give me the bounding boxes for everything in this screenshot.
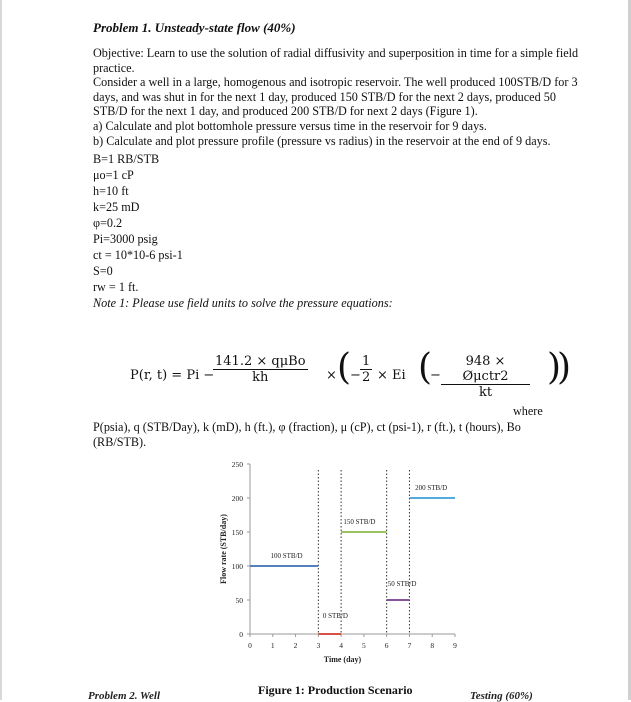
- y-tick-label: 200: [231, 494, 243, 503]
- note: Note 1: Please use field units to solve the pressure equations:: [93, 296, 393, 310]
- param-wellbore-radius: rw = 1 ft.: [93, 280, 139, 294]
- x-tick-label: 5: [362, 641, 366, 650]
- half-numerator: 1: [362, 354, 371, 369]
- param-bo: B=1 RB/STB: [93, 152, 160, 166]
- open-paren-outer: (: [337, 347, 352, 388]
- fraction-1-denominator: kh: [213, 369, 308, 385]
- x-tick-label: 2: [293, 641, 298, 650]
- rate-segment-label: 150 STB/D: [343, 518, 376, 526]
- x-tick-label: 4: [339, 641, 343, 650]
- equation-lhs: P(r, t) = Pi −: [130, 368, 215, 383]
- x-tick-label: 0: [248, 641, 252, 650]
- pressure-equation: [130, 347, 572, 401]
- y-tick-label: 50: [235, 596, 243, 605]
- figure-caption: Figure 1: Production Scenario: [258, 683, 413, 697]
- problem-title: Problem 1. Unsteady-state flow (40%): [93, 20, 296, 35]
- equation-minus: −: [350, 368, 361, 383]
- task-b: b) Calculate and plot pressure profile (pressure vs radius) in the reservoir at the end of 9 days.: [93, 133, 551, 148]
- page-edge-left: [0, 0, 2, 700]
- units-definition: P(psia), q (STB/Day), k (mD), h (ft.), φ (fraction), μ (cP), ct (psi-1), r (ft.), t (hours), Bo (RB/STB).: [93, 420, 521, 449]
- fraction-1-numerator: 141.2 × qμBo: [215, 354, 306, 369]
- x-tick-label: 9: [453, 641, 457, 650]
- param-skin: S=0: [93, 264, 113, 278]
- x-axis-title: Time (day): [323, 655, 362, 664]
- param-permeability: k=25 mD: [93, 200, 140, 214]
- x-tick-label: 6: [384, 641, 389, 650]
- param-initial-pressure: Pi=3000 psig: [93, 232, 158, 246]
- y-tick-label: 150: [231, 528, 243, 537]
- half-denominator: 2: [362, 370, 371, 385]
- production-chart: [205, 456, 465, 671]
- fraction-2-denominator: kt: [441, 384, 530, 400]
- fraction-2-numerator: 948 × Øμctr2: [462, 354, 509, 384]
- equation-half: [360, 354, 372, 385]
- scenario-paragraph: Consider a well in a large, homogenous and isotropic reservoir. The well produced 100STB/D for 3 days, and was shut in for the next 1 day, produced 150 STB/D for the next 2 days, produced 50 STB/D for the next 1 day, and produced 200 STB/D for next 2 days (Figure 1).: [93, 75, 578, 119]
- y-tick-label: 0: [239, 630, 243, 639]
- param-compressibility: ct = 10*10-6 psi-1: [93, 248, 183, 262]
- x-tick-label: 3: [316, 641, 321, 650]
- close-paren-outer: ): [557, 347, 572, 388]
- param-thickness: h=10 ft: [93, 184, 129, 198]
- objective-paragraph: Objective: Learn to use the solution of radial diffusivity and superposition in time for a simple field practice.: [93, 46, 579, 75]
- open-paren-inner: (: [418, 347, 433, 388]
- equation-fraction-1: [213, 354, 308, 385]
- next-problem-heading: Problem 2. Well: [88, 690, 161, 702]
- where-label: where: [513, 404, 543, 418]
- task-a: a) Calculate and plot bottomhole pressure versus time in the reservoir for 9 days.: [93, 118, 487, 133]
- rate-segment-label: 100 STB/D: [270, 552, 303, 560]
- equation-fraction-2: [441, 354, 530, 400]
- y-tick-label: 100: [231, 562, 243, 571]
- y-axis-title: Flow rate (STB/day): [219, 514, 228, 584]
- param-viscosity: μo=1 cP: [93, 168, 134, 182]
- x-tick-label: 1: [270, 641, 275, 650]
- problem-statement: [93, 46, 593, 148]
- rate-segment-label: 50 STB/D: [387, 580, 417, 588]
- y-tick-label: 250: [231, 460, 243, 469]
- close-paren-inner: ): [547, 347, 562, 388]
- rate-segment-label: 0 STB/D: [322, 612, 348, 620]
- param-porosity: φ=0.2: [93, 216, 123, 230]
- equation-ei: × Ei: [377, 368, 406, 383]
- equation-times: ×: [326, 368, 337, 383]
- next-section-heading: Testing (60%): [470, 690, 533, 702]
- rate-segment-label: 200 STB/D: [415, 484, 448, 492]
- x-tick-label: 8: [430, 641, 435, 650]
- x-tick-label: 7: [407, 641, 412, 650]
- equation-minus-2: −: [430, 368, 441, 383]
